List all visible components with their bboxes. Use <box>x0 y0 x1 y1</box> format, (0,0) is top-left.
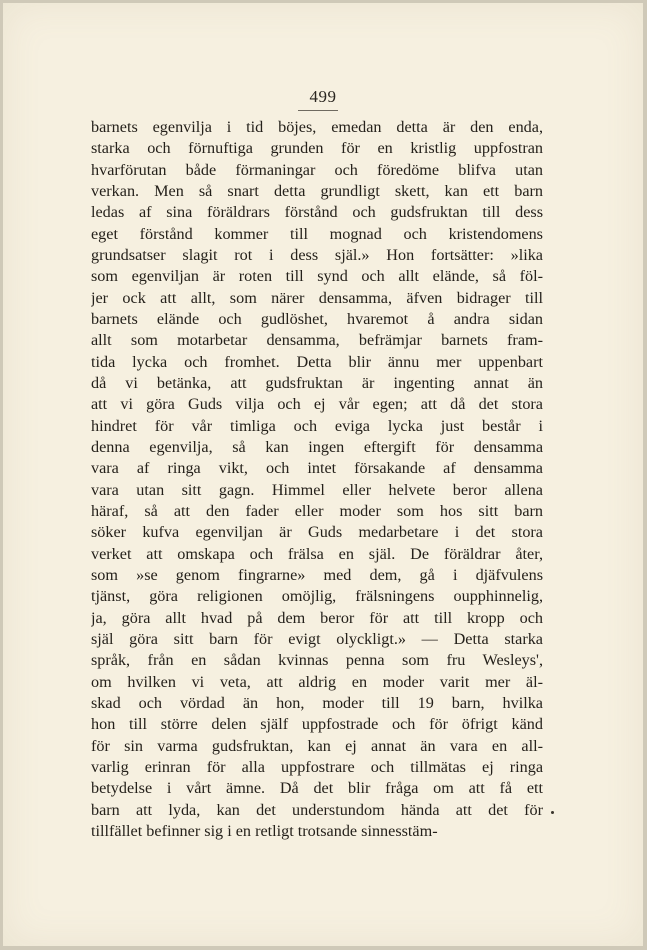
text-line: hindret för vår timliga och eviga lycka just består i <box>91 416 543 435</box>
text-line: skad och vördad än hon, moder till 19 barn, hvilka <box>91 693 543 712</box>
text-line: själ göra sitt barn för evigt olyckligt.» — Detta starka <box>91 629 543 648</box>
text-line: grundsatser slagit rot i dess själ.» Hon fortsätter: »lika <box>91 245 543 264</box>
text-line: tida lycka och fromhet. Detta blir ännu mer uppenbart <box>91 352 543 371</box>
text-line: vara af ringa vikt, och intet försakande af densamma <box>91 459 543 478</box>
text-line: barnets elände och gudlöshet, hvaremot å andra sidan <box>91 309 543 328</box>
text-line: verket att omskapa och frälsa en själ. De föräldrar åter, <box>91 544 543 563</box>
text-line: eget förstånd kommer till mognad och kristendomens <box>91 224 543 243</box>
text-line: allt som motarbetar densamma, befrämjar barnets fram- <box>91 331 543 350</box>
text-line: söker kufva egenviljan är Guds medarbetare i det stora <box>91 523 543 542</box>
text-line: tillfället befinner sig i en retligt trotsande sinnesstäm- <box>91 821 438 840</box>
text-line: då vi betänka, att gudsfruktan är ingenting annat än <box>91 373 543 392</box>
text-line: att vi göra Guds vilja och ej vår egen; att då det stora <box>91 395 543 414</box>
text-line: språk, från en sådan kvinnas penna som fru Wesleys', <box>91 651 543 670</box>
text-line: varlig erinran för alla uppfostrare och tillmätas ej ringa <box>91 757 543 776</box>
page-number: 499 <box>309 87 337 106</box>
text-line: betydelse i vårt ämne. Då det blir fråga om att få ett <box>91 779 543 798</box>
body-text <box>91 117 543 842</box>
text-line: barn att lyda, kan det understundom hända att det för <box>91 800 543 819</box>
text-line: tjänst, göra religionen omöjlig, frälsningens oupphinnelig, <box>91 587 543 606</box>
text-line: om hvilken vi veta, att aldrig en moder varit mer äl- <box>91 672 543 691</box>
text-line: som »se genom fingrarne» med dem, gå i djäfvulens <box>91 565 543 584</box>
text-line: verkan. Men så snart detta grundligt skett, kan ett barn <box>91 181 543 200</box>
text-line: som egenviljan är roten till synd och allt elände, så föl- <box>91 267 543 286</box>
text-line: starka och förnuftiga grunden för en kristlig uppfostran <box>91 139 543 158</box>
text-line: hon till större delen själf uppfostrade och för öfrigt känd <box>91 715 543 734</box>
text-line: jer ock att allt, som närer densamma, äfven bidrager till <box>91 288 543 307</box>
text-line: barnets egenvilja i tid böjes, emedan detta är den enda, <box>91 118 543 136</box>
book-page <box>3 3 643 946</box>
text-line: häraf, så att den fader eller moder som hos sitt barn <box>91 501 543 520</box>
text-line: vara utan sitt gagn. Himmel eller helvete beror allena <box>91 480 543 499</box>
page-number-rule <box>298 110 338 111</box>
margin-mark <box>551 811 554 814</box>
text-line: för sin varma gudsfruktan, kan ej annat än vara en all- <box>91 736 543 755</box>
text-line: ledas af sina föräldrars förstånd och gudsfruktan till dess <box>91 203 543 222</box>
text-line: ja, göra allt hvad på dem beror för att till kropp och <box>91 608 543 627</box>
text-line: hvarförutan både förmaningar och föredöme blifva utan <box>91 160 543 179</box>
text-line: denna egenvilja, så kan ingen eftergift för densamma <box>91 437 543 456</box>
